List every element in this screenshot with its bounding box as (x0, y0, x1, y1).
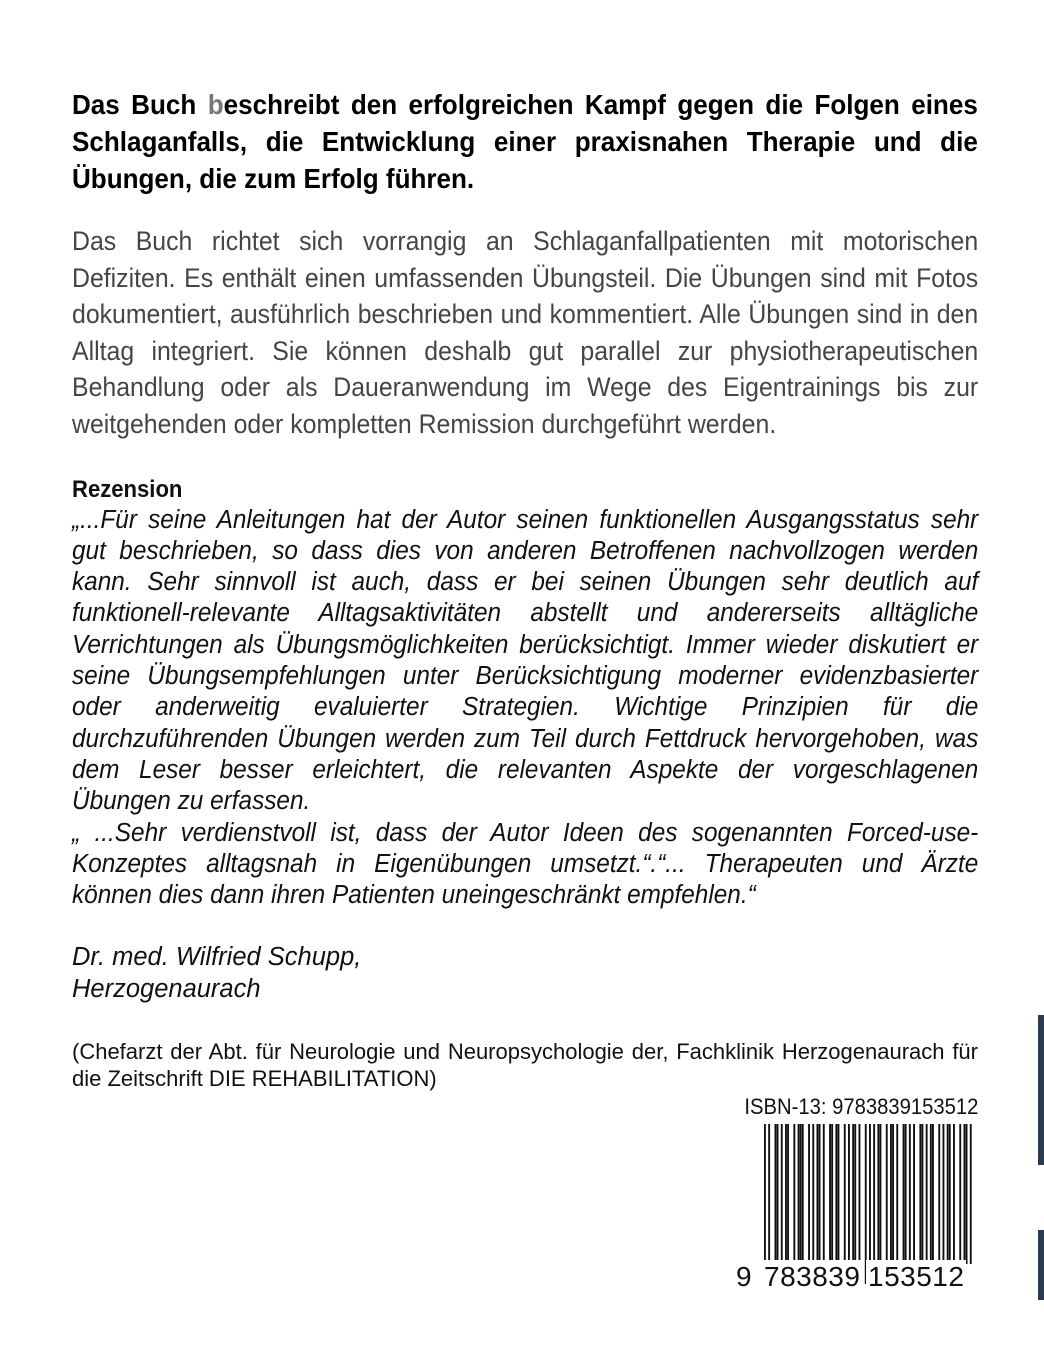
isbn-block (738, 1094, 978, 1306)
barcode-bar (823, 1124, 825, 1264)
barcode-bar (873, 1124, 875, 1264)
barcode-bar (892, 1124, 894, 1264)
barcode-bar (802, 1124, 804, 1264)
reviewer-name: Dr. med. Wilfried Schupp, (72, 943, 362, 972)
barcode-bar (938, 1124, 940, 1264)
intro-rest: eschreibt den erfolgreichen Kampf gegen die Folgen eines Schlaganfalls, die Entwicklung einer praxisnahen Therapie und die Übungen, die zum Erfolg führen. (72, 89, 978, 194)
barcode-bar (785, 1124, 787, 1264)
barcode-bar (831, 1124, 833, 1264)
review-quote (72, 505, 978, 912)
barcode-bar (943, 1124, 945, 1264)
barcode-bar (905, 1124, 907, 1264)
barcode-bar (970, 1124, 972, 1264)
barcode-bar (852, 1124, 854, 1264)
cover-edge-strip (1038, 1015, 1044, 1165)
barcode-bar (949, 1124, 951, 1264)
barcode-bar (877, 1124, 879, 1264)
intro-light-letter: b (207, 89, 224, 120)
barcode-bar (922, 1124, 924, 1264)
barcode-bar (932, 1124, 934, 1264)
barcode-bar (953, 1124, 955, 1264)
cover-edge-strip-lower (1038, 1230, 1044, 1300)
review-signature (72, 941, 978, 1005)
barcode-digit-first: 9 (736, 1261, 753, 1292)
barcode-bar (835, 1124, 837, 1264)
barcode-bar (844, 1124, 846, 1264)
intro-prefix: Das Buch (72, 89, 208, 120)
barcode-bar (808, 1124, 810, 1264)
barcode-bar (775, 1124, 777, 1264)
barcode-bar (800, 1124, 802, 1264)
barcode-digit-group-2: 153512 (868, 1261, 965, 1292)
source-note: (Chefarzt der Abt. für Neurologie und Neuropsychologie der, Fachklinik Herzogenaurach für die Zeitschrift DIE REHABILITATION) (72, 1039, 978, 1091)
barcode-bar (812, 1124, 814, 1264)
barcode-bar (964, 1124, 966, 1264)
barcode-bar (817, 1124, 819, 1264)
barcode-bar (787, 1124, 789, 1264)
barcode-bar (919, 1124, 921, 1264)
barcode-digit-group-1: 783839 (764, 1261, 861, 1292)
reviewer-place: Herzogenaurach (72, 975, 261, 1004)
barcode-bar (909, 1124, 911, 1264)
barcode-digits (738, 1260, 978, 1296)
barcode-bar (848, 1124, 850, 1264)
barcode-bar (903, 1124, 905, 1264)
barcode-bar (959, 1124, 961, 1264)
barcode-bar (913, 1124, 915, 1264)
barcode-bar (777, 1124, 779, 1264)
description-paragraph: Das Buch richtet sich vorrangig an Schlaganfallpatienten mit motorischen Defiziten. Es enthält einen umfassenden Übungsteil. Die Übungen sind mit Fotos dokumentiert, ausführlich beschrieben und kommentiert. Alle Übungen sind in den Alltag integriert. Sie können deshalb gut parallel zur physiotherapeutischen Behandlung oder als Daueranwendung im Wege des Eigentrainings bis zur weitgehenden oder kompletten Remission durchgeführt werden. (72, 226, 979, 439)
barcode-bar (930, 1124, 932, 1264)
isbn-label: ISBN-13: 9783839153512 (743, 1094, 978, 1119)
intro-paragraph (72, 86, 978, 197)
review-heading: Rezension (72, 475, 183, 503)
barcode-bar (859, 1124, 861, 1264)
barcode-bar (926, 1124, 928, 1264)
barcode-bar (886, 1124, 888, 1264)
barcode-bar (947, 1124, 949, 1264)
barcode-bar (798, 1124, 800, 1264)
barcode-bar (880, 1124, 882, 1264)
barcode-bar (890, 1124, 892, 1264)
barcode-bar (819, 1124, 821, 1264)
barcode-bar (829, 1124, 831, 1264)
barcode-bar (838, 1124, 840, 1264)
back-cover-text (72, 86, 978, 1005)
barcode-bar (793, 1124, 795, 1264)
barcode-bar (966, 1124, 968, 1264)
barcode-bar (896, 1124, 898, 1264)
barcode-bar (854, 1124, 856, 1264)
review-paragraph-1: „...Für seine Anleitungen hat der Autor seinen funktionellen Ausgangsstatus sehr gut beschrieben, so dass dies von anderen Betroffenen nachvollzogen werden kann. Sehr sinnvoll ist auch, dass er bei seinen Übungen sehr deutlich auf funktionell-relevante Alltagsaktivitäten abstellt und andererseits alltägliche Verrichtungen als Übungsmöglichkeiten berücksichtigt. Immer wieder diskutiert er seine Übungsempfehlungen unter Berücksichtigung moderner evidenzbasierter oder anderweitig evaluierter Strategien. Wichtige Prinzipien für die durchzuführenden Übungen werden zum Teil durch Fettdruck hervorgehoben, was dem Leser besser erleichtert, die relevanten Aspekte der vorgeschlagenen Übungen zu erfassen. (72, 505, 979, 816)
barcode-bar (781, 1124, 783, 1264)
review-paragraph-2: „ ...Sehr verdienstvoll ist, dass der Autor Ideen des sogenannten Forced-use-Konzeptes alltagsnah in Eigenübungen umsetzt.“.“... Therapeuten und Ärzte können dies dann ihren Patienten uneingeschränkt empfehlen.“ (72, 818, 979, 910)
